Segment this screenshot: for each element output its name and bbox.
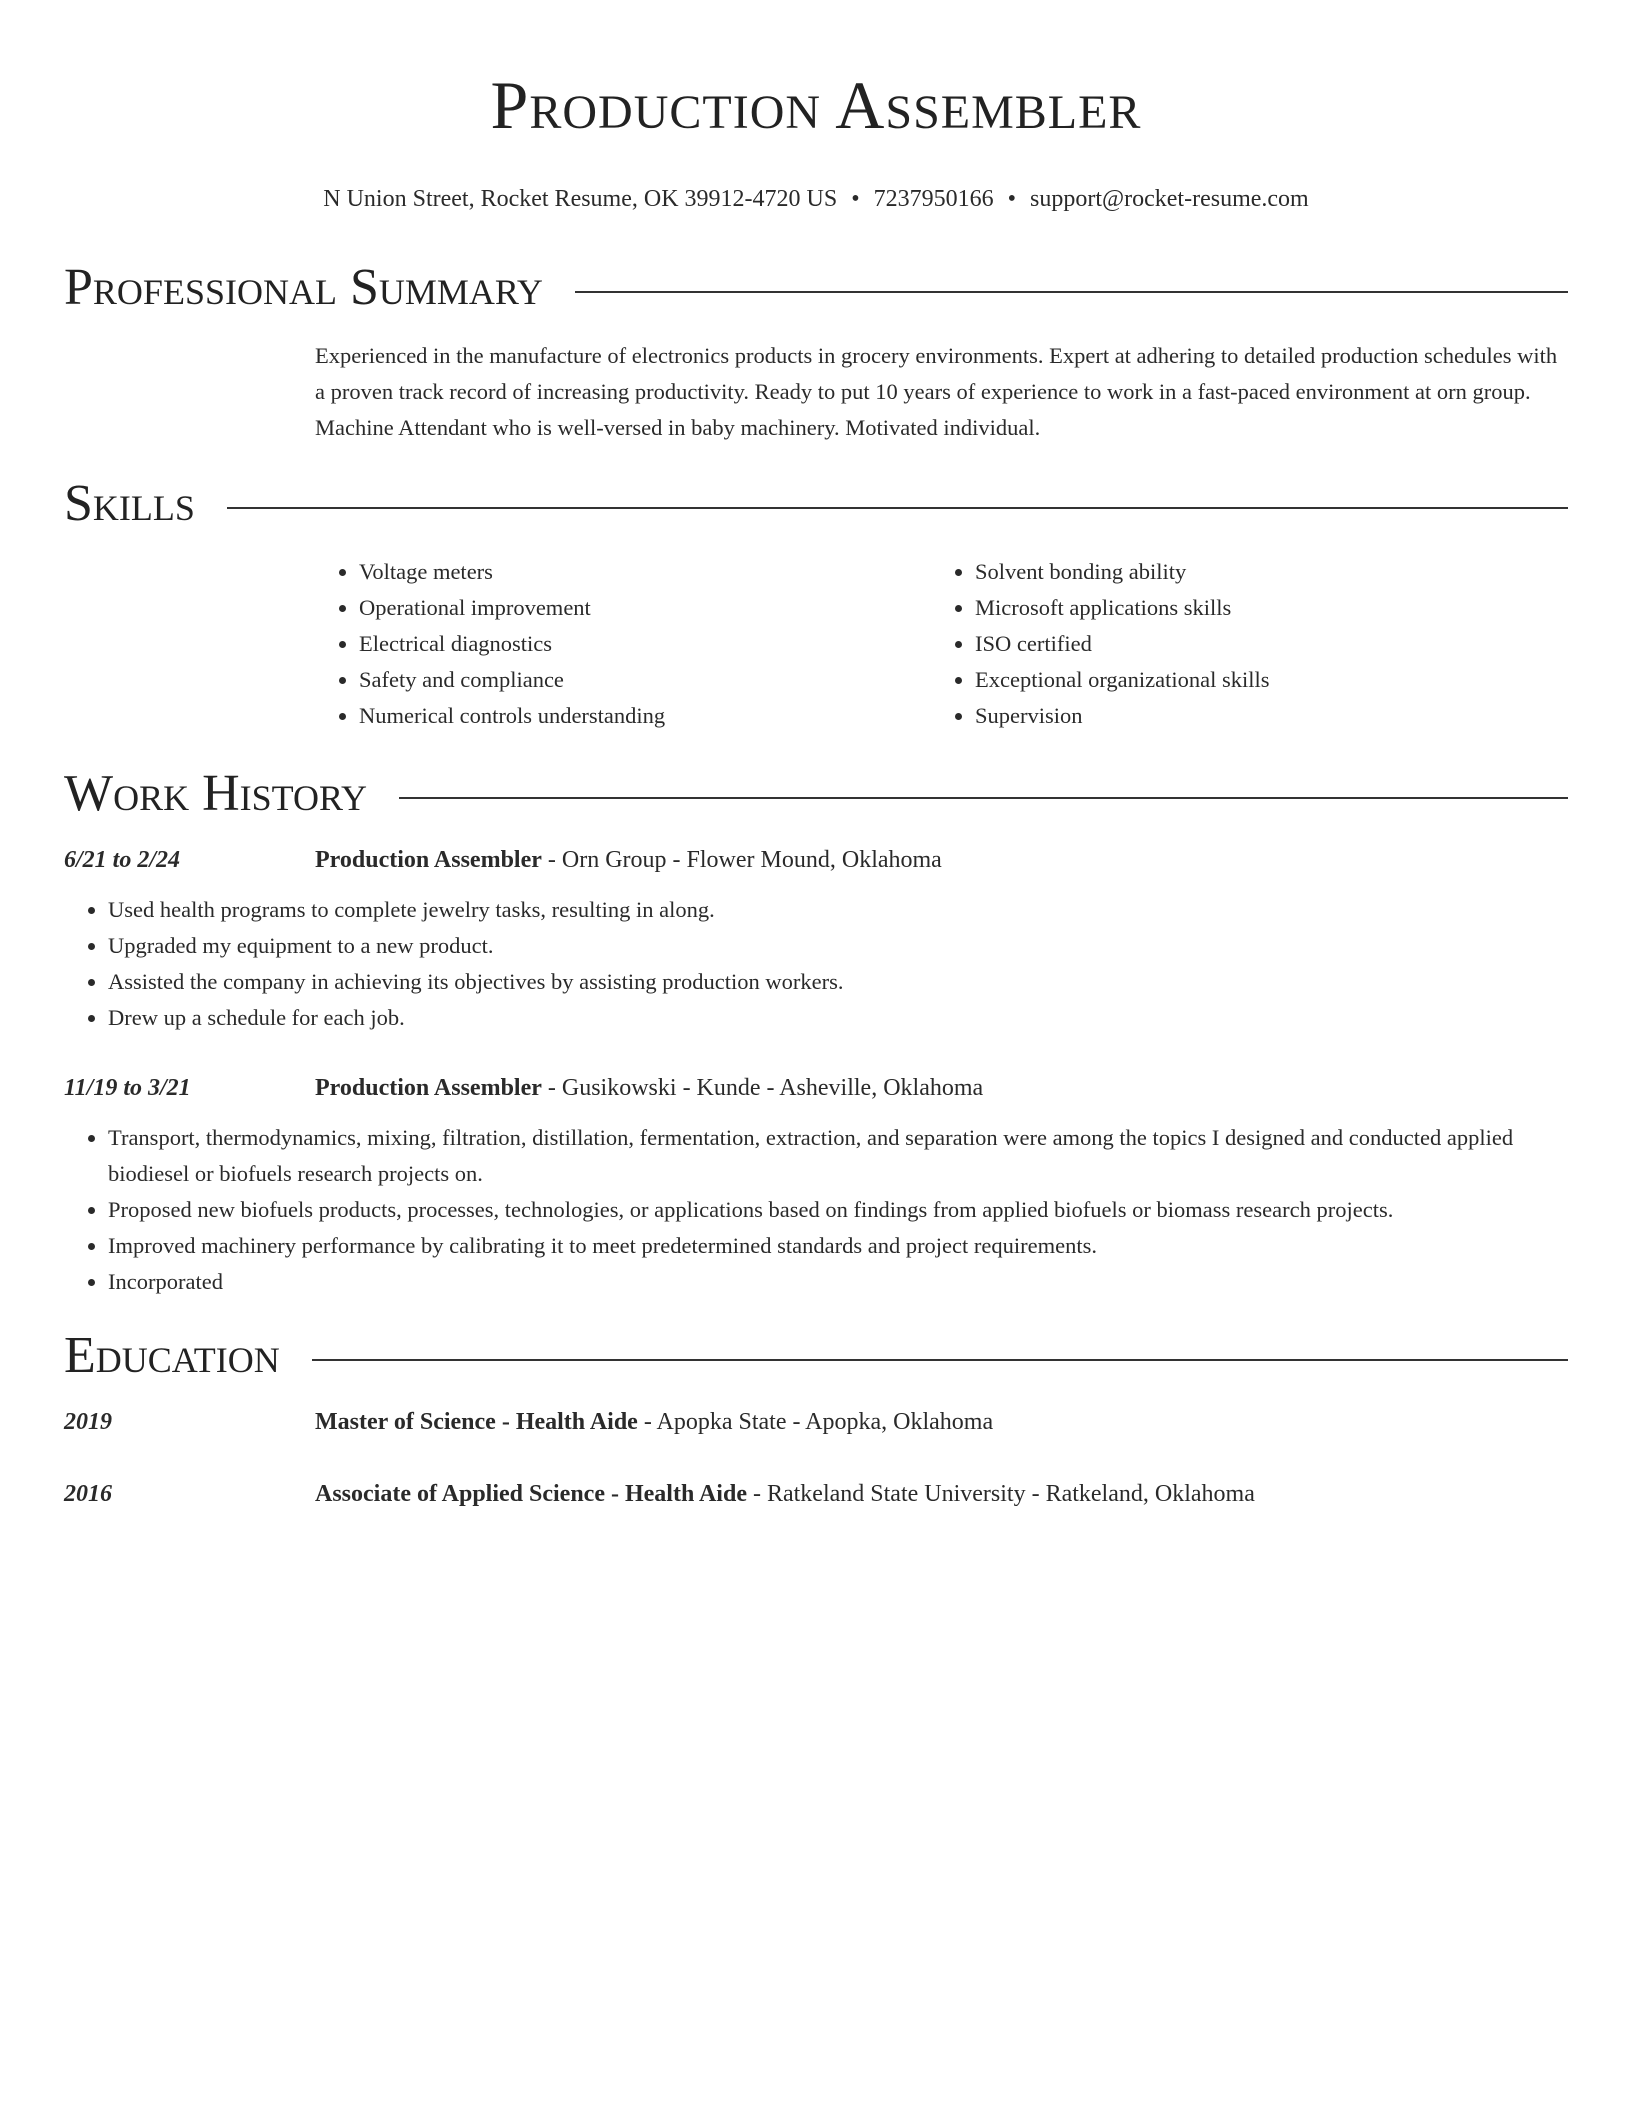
job-header <box>64 842 1568 878</box>
job-bullet: • Proposed new biofuels products, processes, technologies, or applications based on findings from applied biofuels or biomass research projects. <box>108 1192 1568 1228</box>
education-details: - Apopka State - Apopka, Oklahoma <box>637 1409 994 1435</box>
skills-section-header <box>64 474 1568 534</box>
skill-item: • Operational improvement <box>359 590 931 626</box>
education-heading: Education <box>64 1327 280 1384</box>
contact-line <box>64 184 1568 214</box>
job-dates: 6/21 to 2/24 <box>64 847 181 873</box>
job-entry <box>64 1070 1568 1300</box>
education-degree: Master of Science - Health Aide <box>315 1409 638 1435</box>
job-entry <box>64 842 1568 1036</box>
job-bullet: • Upgraded my equipment to a new product. <box>108 928 1568 964</box>
skills-column-left <box>315 554 931 734</box>
education-section-header <box>64 1326 1568 1386</box>
section-divider <box>312 1359 1568 1361</box>
candidate-name: Production Assembler <box>490 67 1142 143</box>
summary-heading: Professional Summary <box>64 259 543 316</box>
job-details: - Gusikowski - Kunde - Asheville, Oklahoma <box>541 1075 984 1101</box>
summary-text: Experienced in the manufacture of electronics products in grocery environments. Expert at adhering to detailed production schedules with a proven track record of increasing productivity. Ready to put 10 years of experience to work in a fast-paced environment at orn group. Machine Attendant who is well-versed in baby machinery. Motivated individual. <box>315 343 1558 440</box>
skills-column-right <box>931 554 1547 734</box>
skill-item: • Numerical controls understanding <box>359 698 931 734</box>
section-divider <box>227 507 1568 509</box>
education-entry <box>64 1476 1568 1512</box>
resume-page <box>64 0 1568 1512</box>
education-degree: Associate of Applied Science - Health Aide <box>315 1481 747 1507</box>
contact-phone: 7237950166 <box>873 186 994 212</box>
skills-heading: Skills <box>64 475 195 532</box>
skill-item: • Supervision <box>975 698 1547 734</box>
job-title: Production Assembler <box>315 847 542 873</box>
skill-item: • Safety and compliance <box>359 662 931 698</box>
section-divider <box>399 797 1568 799</box>
education-details: - Ratkeland State University - Ratkeland, Oklahoma <box>746 1481 1255 1507</box>
job-bullet: • Used health programs to complete jewelry tasks, resulting in along. <box>108 892 1568 928</box>
job-title-line <box>315 1070 983 1106</box>
contact-separator: • <box>851 186 860 212</box>
job-title: Production Assembler <box>315 1075 542 1101</box>
education-title-line <box>315 1476 1255 1512</box>
skill-item: • Exceptional organizational skills <box>975 662 1547 698</box>
skill-item: • Voltage meters <box>359 554 931 590</box>
contact-address: N Union Street, Rocket Resume, OK 39912-4720 US <box>323 186 838 212</box>
education-year: 2016 <box>64 1481 112 1507</box>
job-header <box>64 1070 1568 1106</box>
section-divider <box>575 291 1568 293</box>
job-bullet: • Drew up a schedule for each job. <box>108 1000 1568 1036</box>
job-dates: 11/19 to 3/21 <box>64 1075 191 1101</box>
education-year: 2019 <box>64 1409 112 1435</box>
job-bullet: • Incorporated <box>108 1264 1568 1300</box>
job-bullet: • Assisted the company in achieving its objectives by assisting production workers. <box>108 964 1568 1000</box>
skill-item: • Microsoft applications skills <box>975 590 1547 626</box>
education-title-line <box>315 1404 993 1440</box>
skill-item: • ISO certified <box>975 626 1547 662</box>
skills-list <box>315 554 1568 734</box>
skill-item: • Electrical diagnostics <box>359 626 931 662</box>
education-entry <box>64 1404 1568 1440</box>
contact-separator: • <box>1007 186 1017 212</box>
work-heading: Work History <box>64 765 368 822</box>
summary-section-header <box>64 258 1568 318</box>
job-bullets <box>64 892 1568 1036</box>
job-title-line <box>315 842 942 878</box>
job-bullet: • Improved machinery performance by calibrating it to meet predetermined standards and project requirements. <box>108 1228 1568 1264</box>
job-bullet: • Transport, thermodynamics, mixing, filtration, distillation, fermentation, extraction, and separation were among the topics I designed and conducted applied biodiesel or biofuels research projects on. <box>108 1120 1568 1192</box>
work-section-header <box>64 764 1568 824</box>
skill-item: • Solvent bonding ability <box>975 554 1547 590</box>
job-bullets <box>64 1120 1568 1300</box>
contact-email: support@rocket-resume.com <box>1030 186 1309 212</box>
job-details: - Orn Group - Flower Mound, Oklahoma <box>541 847 942 873</box>
